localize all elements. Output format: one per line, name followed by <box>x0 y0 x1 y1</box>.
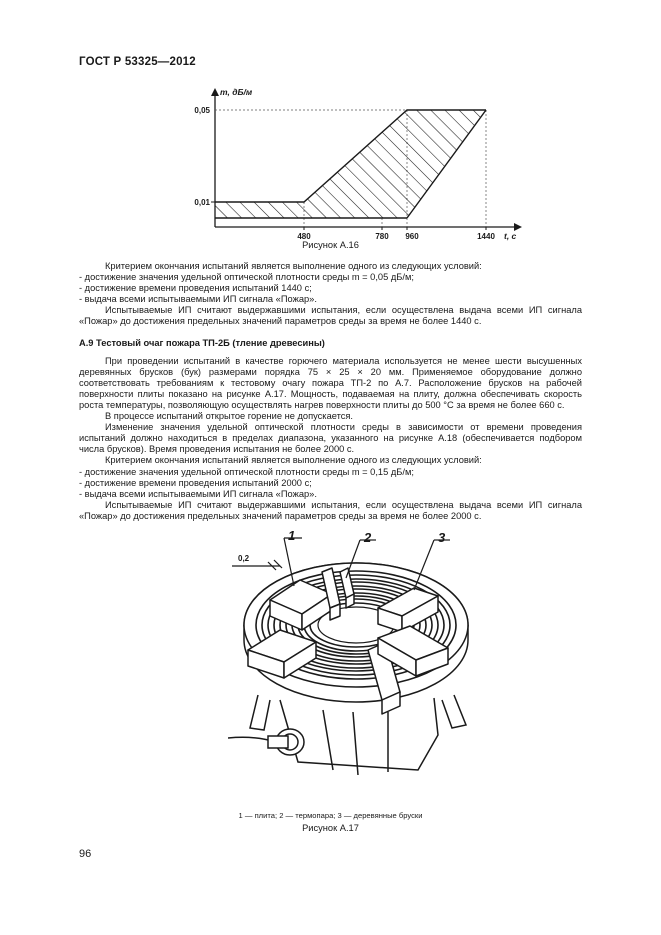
stand-leg-left <box>250 695 270 730</box>
y-axis-arrow <box>211 88 219 96</box>
criteria-intro: Критерием окончания испытаний является выполнение одного из следующих условий: <box>105 455 482 466</box>
section-a8-criteria <box>79 261 582 327</box>
criteria-item: - выдача всеми испытываемыми ИП сигнала «Пожар». <box>79 488 317 499</box>
y-tick-0-05: 0,05 <box>194 106 210 115</box>
x-axis-arrow <box>514 223 522 231</box>
label-wooden-blocks: 3 <box>438 530 446 545</box>
paragraph: Изменение значения удельной оптической плотности среды в зависимости от времени проведения испытаний должно находиться в пределах диапазона, указанного на рисунке А.18 (обеспечивается подбором числа брусков). Время проведения испытания не более 2000 с. <box>79 422 582 455</box>
x-tick-960: 960 <box>405 232 419 241</box>
criteria-item: - достижение значения удельной оптической плотности среды m = 0,05 дБ/м; <box>79 272 414 283</box>
y-axis-label: m, дБ/м <box>220 87 253 97</box>
criteria-intro: Критерием окончания испытаний является выполнение одного из следующих условий: <box>105 261 482 271</box>
criteria-item: - достижение времени проведения испытаний 2000 с; <box>79 477 312 488</box>
figure-a16-chart <box>180 86 540 241</box>
figure-a16-caption: Рисунок А.16 <box>302 240 359 250</box>
tolerance-band-hatch <box>215 106 490 221</box>
paragraph: В процессе испытаний открытое горение не допускается. <box>105 411 354 422</box>
criteria-conclusion: Испытываемые ИП считают выдержавшими испытания, если осуществлена выдача всеми ИП сигнала «Пожар» до достижения предельных значений параметров среды за время не более 2000 с. <box>79 499 582 521</box>
x-tick-780: 780 <box>375 232 389 241</box>
figure-a17-caption: Рисунок А.17 <box>302 823 359 833</box>
criteria-item: - достижение значения удельной оптической плотности среды m = 0,15 дБ/м; <box>79 466 414 477</box>
figure-a17-drawing <box>228 530 488 802</box>
stand-body <box>280 698 438 770</box>
y-tick-0-01: 0,01 <box>194 198 210 207</box>
section-a9 <box>79 338 582 522</box>
label-thermocouple: 2 <box>364 530 372 545</box>
document-header: ГОСТ Р 53325—2012 <box>79 56 196 68</box>
x-tick-480: 480 <box>297 232 311 241</box>
dimension-label: 0,2 <box>238 554 250 563</box>
section-heading: А.9 Тестовый очаг пожара ТП-2Б (тление древесины) <box>79 338 325 348</box>
figure-a17-legend: 1 — плита; 2 — термопара; 3 — деревянные бруски <box>238 811 423 820</box>
criteria-conclusion: Испытываемые ИП считают выдержавшими испытания, если осуществлена выдача всеми ИП сигнала «Пожар» до достижения предельных значений параметров среды за время не более 1440 с. <box>79 305 582 327</box>
page-number: 96 <box>79 848 92 860</box>
paragraph: При проведении испытаний в качестве горючего материала используется не менее шести высушенных деревянных брусков (бук) размерами порядка 75 × 25 × 20 мм. Применяемое оборудование должно соответствовать требованиям к тестовому очагу пожара ТП-2 по А.7. Расположение брусков на рабочей поверхности плиты показано на рисунке А.17. Мощность, подаваемая на плиту, должна обеспечивать скорость роста температуры, позволяющую осуществлять нагрев поверхности плиты до 500 °С за время не более 660 с. <box>79 356 582 411</box>
x-tick-1440: 1440 <box>477 232 495 241</box>
criteria-item: - выдача всеми испытываемыми ИП сигнала «Пожар». <box>79 294 317 305</box>
stand-leg-right <box>442 695 466 728</box>
label-plate: 1 <box>288 530 296 543</box>
criteria-item: - достижение времени проведения испытаний 1440 с; <box>79 283 312 294</box>
x-axis-label: t, с <box>504 231 517 241</box>
